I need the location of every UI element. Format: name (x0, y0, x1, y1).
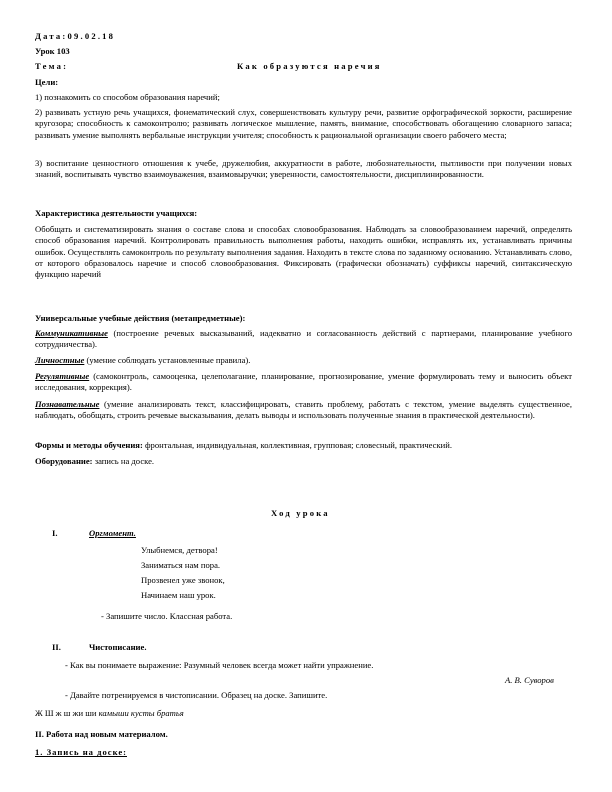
poem-line-2: Заниматься нам пора. (141, 560, 221, 570)
date-value: 09.02.18 (67, 31, 116, 41)
quote-author: А. В. Суворов (505, 675, 554, 685)
goals-title: Цели: (35, 77, 59, 87)
lesson-title: Ход урока (271, 508, 330, 518)
forms-label: Формы и методы обучения: (35, 440, 143, 450)
cognitive-label: Познавательные (35, 399, 100, 409)
uud-personal (35, 355, 572, 366)
equipment-label: Оборудование: (35, 456, 93, 466)
section-2-title: Чистописание. (89, 642, 147, 652)
equipment-text: запись на доске. (92, 456, 155, 466)
cognitive-text: (умение анализировать текст, классифицировать, ставить проблему, работать с текстом, умение выделять существенное, наблюдать, обобщать, строить речевые высказывания, делать выводы и использовать полученные знания в практической деятельности). (35, 399, 572, 421)
date-line (35, 31, 115, 42)
letters-line (35, 708, 184, 719)
topic-title: Как образуются наречия (237, 61, 382, 71)
question-2: - Давайте потренируемся в чистописании. Образец на доске. Запишите. (65, 690, 328, 700)
activity-title: Характеристика деятельности учащихся: (35, 208, 198, 218)
poem-line-1: Улыбнемся, детвора! (141, 545, 218, 555)
communicative-text: (построение речевых высказываний, иадекватно и согласованность действий с партнерами, планирование учебного сотрудничества). (35, 328, 572, 350)
date-label: Дата: (35, 31, 68, 41)
section-3-title: II. Работа над новым материалом. (35, 729, 168, 739)
uud-cognitive (35, 399, 572, 422)
activity-text: Обобщать и систематизировать знания о составе слова и способах словообразования. Наблюдать за словообразованием наречий, определять способ образования наречий. Контролировать правильность выполнения работы, находить ошибки, исправлять их, устанавливать причины ошибок. Осуществлять самоконтроль по результату выполнения задания. Находить в тексте слова по заданному основанию. Устанавливать слово, от которого образовалось наречие и способ словообразования. Фиксировать (графически обозначать) суффиксы наречий, синтаксическую функцию наречий (35, 224, 572, 280)
forms-text: фронтальная, индивидуальная, коллективная, групповая; словесный, практический. (142, 440, 453, 450)
lesson-number: Урок 103 (35, 46, 70, 56)
section-2-number: II. (52, 642, 61, 652)
letters-sample-words: камыши кусты братья (98, 708, 184, 718)
regulatory-text: (самоконтроль, самооценка, целеполагание, планирование, прогнозирование, умение формулировать тему и выносить объект исследования, коррекция). (35, 371, 572, 393)
forms-line (35, 440, 572, 451)
uud-title: Универсальные учебные действия (метапредметные): (35, 313, 246, 323)
personal-label: Личностные (35, 355, 85, 365)
communicative-label: Коммуникативные (35, 328, 108, 338)
question-1: - Как вы понимаете выражение: Разумный человек всегда может найти упражнение. (65, 660, 374, 670)
section-1-title: Оргмомент. (89, 528, 136, 538)
regulatory-label: Регулятивные (35, 371, 90, 381)
uud-regulatory (35, 371, 572, 394)
goal-1: 1) познакомить со способом образования наречий; (35, 92, 220, 102)
poem-line-4: Начинаем наш урок. (141, 590, 216, 600)
equipment-line (35, 456, 572, 467)
note-write-date: - Запишите число. Классная работа. (101, 611, 233, 621)
personal-text: (умение соблюдать установленные правила). (84, 355, 251, 365)
uud-communicative (35, 328, 572, 351)
section-4-title: 1. Запись на доске: (35, 747, 127, 757)
poem-line-3: Прозвенел уже звонок, (141, 575, 225, 585)
topic-label: Тема: (35, 61, 69, 71)
letters-sample: Ж Ш ж ш жи ши (35, 708, 97, 718)
goal-3: 3) воспитание ценностного отношения к учебе, дружелюбия, аккуратности в работе, любознательности, пытливости при получении новых знаний, воспитывать чувство взаимоуважения, взаимовыручки; уверенности, самостоятельности, дисциплинированности. (35, 158, 572, 180)
goal-2: 2) развивать устную речь учащихся, фонематический слух, совершенствовать культуру речи, развитие орфографической зоркости, расширение кругозора; способность к самоконтролю; развивать логическое мышление, память, внимание, способствовать обогащению словарного запаса; развивать умение выполнять вербальные инструкции учителя; способность к рациональной организации своего рабочего места; (35, 107, 572, 140)
section-1-number: I. (52, 528, 58, 538)
